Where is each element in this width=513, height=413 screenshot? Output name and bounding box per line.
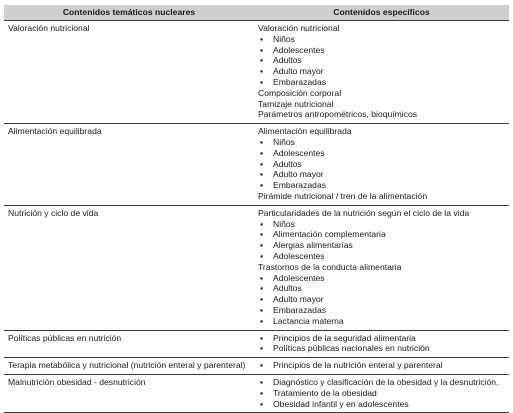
bullet-point-icon: ▪ (260, 218, 264, 229)
bullet-item-text: Adultos (273, 55, 302, 66)
content-line: Valoración nutricional (258, 23, 340, 33)
core-topic-cell: Políticas públicas en nutrición (4, 330, 254, 358)
bullet-item-text: Obesidad infantil y en adolescentes (273, 398, 409, 409)
bullet-item-text: Adulto mayor (273, 294, 324, 305)
bullet-point-icon: ▪ (260, 66, 264, 77)
bullet-list-item (258, 55, 505, 66)
bullet-point-icon: ▪ (260, 272, 264, 283)
bullet-item-text: Adolescentes (273, 250, 325, 261)
bullet-point-icon: ▪ (260, 33, 264, 44)
content-line: Trastornos de la conducta alimentaria (258, 261, 402, 272)
bullet-item-text: Adolescentes (273, 44, 325, 55)
specific-contents-cell (254, 21, 509, 124)
bullet-item-text: Principios de la seguridad alimentaria (273, 332, 416, 343)
bullet-list-item (258, 399, 505, 410)
bullet-item-text: Adulto mayor (273, 66, 324, 77)
bullet-point-icon: ▪ (260, 169, 264, 180)
bullet-point-icon: ▪ (260, 304, 264, 315)
bullet-point-icon: ▪ (260, 76, 264, 87)
bullet-list-item (258, 34, 505, 45)
bullet-point-icon: ▪ (260, 360, 264, 371)
bullet-item-text: Diagnóstico y clasificación de la obesidad y la desnutrición. (273, 376, 499, 387)
bullet-list-item (258, 66, 505, 77)
content-line: Tamizaje nutricional (258, 98, 334, 109)
bullet-item-text: Niños (273, 218, 295, 229)
bullet-point-icon: ▪ (260, 250, 264, 261)
bullet-list-item (258, 137, 505, 148)
bullet-item-text: Alergias alimentarias (273, 240, 353, 251)
table-row (4, 205, 509, 330)
bullet-point-icon: ▪ (260, 315, 264, 326)
bullet-point-icon: ▪ (260, 283, 264, 294)
specific-contents-cell (254, 330, 509, 358)
bullet-point-icon: ▪ (260, 147, 264, 158)
bullet-list-item (258, 305, 505, 316)
bullet-point-icon: ▪ (260, 44, 264, 55)
bullet-item-text: Embarazadas (273, 304, 327, 315)
bullet-list-item (258, 159, 505, 170)
bullet-list-item (258, 219, 505, 230)
bullet-list-item (258, 251, 505, 262)
content-line: Alimentación equilibrada (258, 126, 352, 137)
core-topic-cell: Valoración nutricional (4, 21, 254, 124)
bullet-list-item (258, 360, 505, 371)
bullet-list-item (258, 169, 505, 180)
bullet-point-icon: ▪ (260, 343, 264, 354)
bullet-list-item (258, 377, 505, 388)
bullet-list-item (258, 273, 505, 284)
bullet-item-text: Adolescentes (273, 272, 325, 283)
table-row (4, 330, 509, 358)
bullet-item-text: Principios de la nutrición enteral y parenteral (273, 360, 443, 371)
bullet-point-icon: ▪ (260, 294, 264, 305)
table-body (4, 21, 509, 413)
bullet-list-item (258, 316, 505, 327)
bullet-point-icon: ▪ (260, 158, 264, 169)
bullet-item-text: Niños (273, 33, 295, 44)
bullet-item-text: Alimentación complementaria (273, 229, 386, 240)
bullet-list-item (258, 180, 505, 191)
bullet-item-text: Adulto mayor (273, 169, 324, 180)
bullet-point-icon: ▪ (260, 180, 264, 191)
core-topic-cell: Malnutrición obesidad - desnutrición (4, 374, 254, 412)
specific-contents-cell (254, 358, 509, 375)
bullet-item-text: Políticas públicas nacionales en nutrición (273, 343, 430, 354)
content-line: Composición corporal (258, 87, 342, 98)
bullet-list-item (258, 333, 505, 344)
bullet-list-item (258, 294, 505, 305)
bullet-item-text: Embarazadas (273, 76, 327, 87)
bullet-point-icon: ▪ (260, 332, 264, 343)
header-specific-contents: Contenidos específicos (254, 5, 509, 21)
table-row (4, 21, 509, 124)
table-header-row (4, 5, 509, 21)
bullet-list-item (258, 240, 505, 251)
content-line: Pirámide nutricional / tren de la alimentación (258, 190, 428, 201)
bullet-point-icon: ▪ (260, 387, 264, 398)
bullet-point-icon: ▪ (260, 55, 264, 66)
core-topic-cell: Terapia metabólica y nutricional (nutrición enteral y parenteral) (4, 358, 254, 375)
content-table-container (4, 5, 509, 413)
table-row (4, 124, 509, 206)
header-core-topics: Contenidos temáticos nucleares (4, 5, 254, 21)
bullet-point-icon: ▪ (260, 136, 264, 147)
bullet-point-icon: ▪ (260, 229, 264, 240)
bullet-list-item (258, 148, 505, 159)
bullet-item-text: Adolescentes (273, 147, 325, 158)
bullet-list-item (258, 229, 505, 240)
core-topic-cell: Nutrición y ciclo de vida (4, 205, 254, 330)
bullet-item-text: Lactancia materna (273, 315, 344, 326)
bullet-list-item (258, 283, 505, 294)
bullet-item-text: Adultos (273, 158, 302, 169)
specific-contents-cell (254, 124, 509, 206)
core-topic-cell: Alimentación equilibrada (4, 124, 254, 206)
bullet-list-item (258, 45, 505, 56)
specific-contents-cell (254, 374, 509, 412)
table-row (4, 374, 509, 412)
bullet-point-icon: ▪ (260, 398, 264, 409)
bullet-point-icon: ▪ (260, 240, 264, 251)
bullet-list-item (258, 388, 505, 399)
bullet-point-icon: ▪ (260, 376, 264, 387)
specific-contents-cell (254, 205, 509, 330)
bullet-item-text: Adultos (273, 283, 302, 294)
bullet-item-text: Embarazadas (273, 180, 327, 191)
content-line: Particularidades de la nutrición según el ciclo de la vida (258, 207, 470, 218)
bullet-list-item (258, 77, 505, 88)
bullet-list-item (258, 343, 505, 354)
content-table (4, 5, 509, 413)
bullet-item-text: Niños (273, 136, 295, 147)
bullet-item-text: Tratamiento de la obesidad (273, 387, 377, 398)
content-line: Parámetros antropométricos, bioquímicos (258, 109, 418, 120)
table-row (4, 358, 509, 375)
